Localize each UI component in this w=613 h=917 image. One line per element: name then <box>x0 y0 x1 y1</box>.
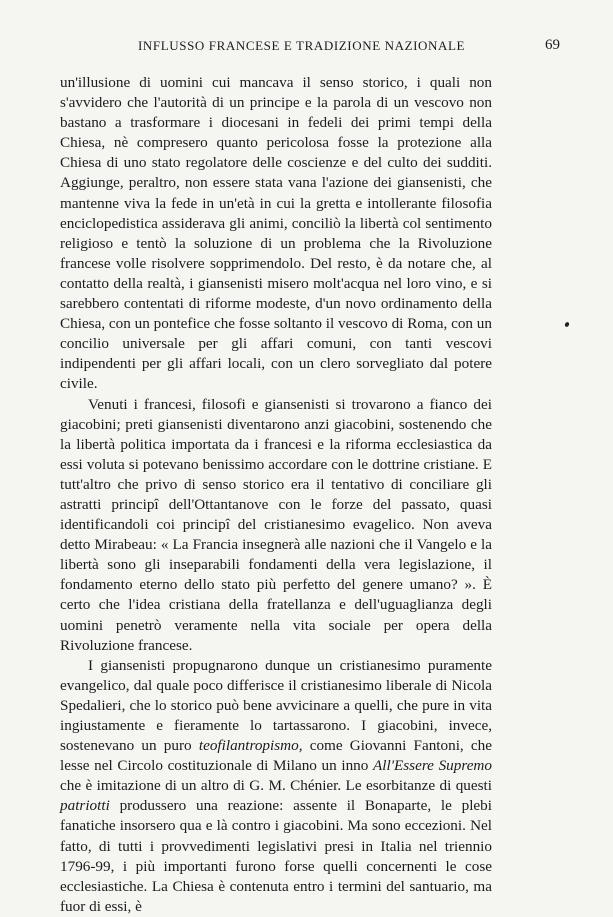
paragraph-1: un'illusione di uomini cui mancava il senso storico, i quali non s'avvidero che l'autorità di un principe e la parola di un vescovo non bastano a trasformare i diocesani in fedeli dei primi tempi della Chiesa, nè compresero quanto pericolosa fosse la protezione alla Chiesa di uno stato regolatore delle coscienze e del culto dei sudditi. Aggiunge, peraltro, non essere stata vana l'azione dei giansenisti, che mantenne viva la fede in un'età in cui la gretta e intollerante filosofia enciclopedistica assiderava gli animi, conciliò la libertà col sentimento religioso e tentò la soluzione di un problema che la Rivoluzione francese volle risolvere sopprimendolo. Del resto, è da notare che, al contatto della realtà, i giansenisti misero molt'acqua nel loro vino, e si sarebbero contentati di riforme modeste, d'un novo ordinamento della Chiesa, con un pontefice che fosse soltanto il vescovo di Roma, con un concilio universale per gli affari comuni, con tanti vescovi indipendenti per gli affari locali, con un clero sorvegliato dal potere civile. <box>60 74 492 393</box>
paragraph-3-part-1: I giansenisti propugnarono dunque un cristianesimo puramente evangelico, dal quale poco differisce il cristianesimo liberale di Nicola Spedalieri, che lo storico può bene avvicinare a quelli, che pure in vita ingiustamente e fieramente lo tartassarono. I giacobini, invece, sostenevano un puro <box>60 656 492 755</box>
paragraph-3-part-3: che è imitazione di un altro di G. M. Chénier. Le esorbitanze di questi <box>60 777 492 795</box>
ink-speck <box>564 321 570 327</box>
page-number: 69 <box>545 37 560 53</box>
body-text <box>60 73 492 917</box>
paragraph-3 <box>60 656 492 917</box>
paragraph-2: Venuti i francesi, filosofi e giansenisti si trovarono a fianco dei giacobini; preti giansenisti diventarono anzi giacobini, sostenendo che la libertà politica importata da i francesi e la riforma ecclesiastica da essi voluta si potevano benissimo accordare con le dottrine cristiane. E tutt'altro che privo di senso storico era il tentativo di conciliare gli astratti principî dell'Ottantanove con le forze del passato, quasi identificandoli coi principî del cristianesimo evagelico. Non aveva detto Mirabeau: « La Francia insegnerà alle nazioni che il Vangelo e la libertà sono gli inseparabili fondamenti della vera legislazione, il fondamento eterno dello stato più perfetto del genere umano? ». È certo che l'idea cristiana della fratellanza e dell'uguaglianza degli uomini penetrò veramente nella vita sociale per opera della Rivoluzione francese. <box>60 395 492 654</box>
page-header <box>56 38 560 58</box>
italic-hymn-title: All'Essere Supremo <box>373 757 492 775</box>
italic-teofilantropismo: teofilantropismo, <box>198 737 303 755</box>
paragraph-3-part-4: produssero una reazione: assente il Bonaparte, le plebi fanatiche insorsero qua e là contro i giacobini. Ma sono eccezioni. Nel fatto, di tutti i provvedimenti legislativi presi in Italia nel triennio 1796-99, i più importanti furono forse quelli concernenti le cose ecclesiastiche. La Chiesa è contenuta entro i termini del santuario, ma fuor di essi, è <box>60 797 492 915</box>
running-title: INFLUSSO FRANCESE E TRADIZIONE NAZIONALE <box>138 38 466 53</box>
paragraph-3-part-2: come Giovanni Fantoni, che lesse nel Circolo costituzionale di Milano un inno <box>60 737 492 775</box>
italic-patriotti: patriotti <box>60 797 110 815</box>
